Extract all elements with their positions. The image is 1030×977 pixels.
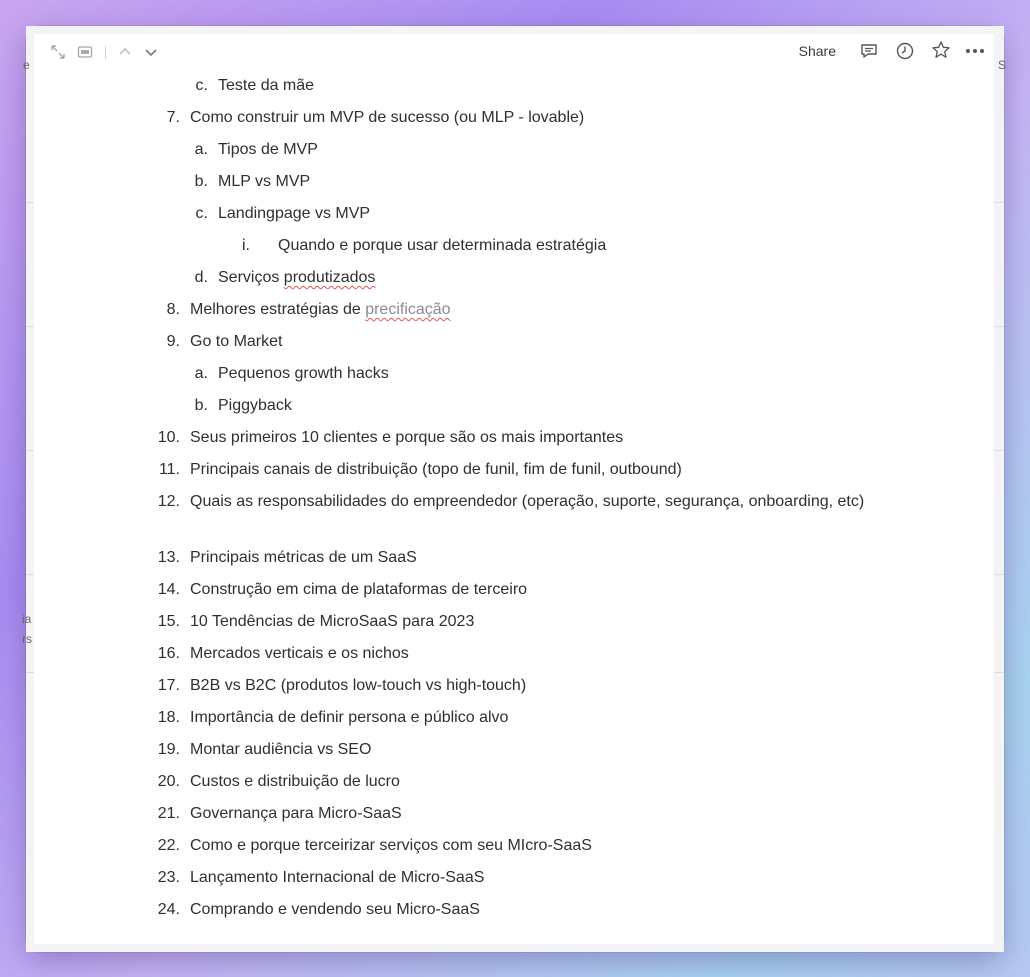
list-item-text: [190, 298, 451, 322]
toolbar-separator: [105, 46, 106, 59]
list-marker: b.: [194, 173, 208, 190]
list-item-text: Landingpage vs MVP: [218, 205, 371, 222]
list-item-text-part: Melhores estratégias de: [190, 301, 366, 318]
background-text-fragment: e: [23, 58, 30, 72]
list-item-text: 10 Tendências de MicroSaaS para 2023: [190, 613, 475, 630]
list-item-text: Mercados verticais e os nichos: [190, 645, 409, 662]
list-marker: 12.: [157, 493, 180, 510]
background-text-fragment: rs: [22, 632, 32, 646]
list-marker: 21.: [157, 805, 180, 822]
misspelled-word[interactable]: precificação: [365, 301, 451, 318]
list-item-text: MLP vs MVP: [218, 173, 311, 190]
misspelled-word[interactable]: produtizados: [283, 269, 376, 286]
more-icon[interactable]: [964, 41, 986, 63]
list-marker: 23.: [157, 869, 180, 886]
list-item-text: Principais métricas de um SaaS: [190, 549, 417, 566]
star-icon[interactable]: [931, 40, 951, 62]
list-marker: 13.: [157, 549, 180, 566]
list-item-text: Governança para Micro-SaaS: [190, 805, 402, 822]
comment-icon[interactable]: [859, 41, 879, 63]
document-window: [22, 26, 1007, 952]
chevron-up-icon[interactable]: [117, 44, 133, 63]
list-marker: b.: [194, 397, 208, 414]
sidebar-icon[interactable]: [77, 44, 93, 63]
list-item-text: Construção em cima de plataformas de terceiro: [190, 581, 528, 598]
list-item-text: Go to Market: [190, 333, 283, 350]
chevron-down-icon[interactable]: [143, 44, 159, 63]
list-marker: a.: [194, 141, 208, 158]
list-item-text: Montar audiência vs SEO: [190, 741, 372, 758]
list-item-text: Lançamento Internacional de Micro-SaaS: [190, 869, 485, 886]
list-item-text: Piggyback: [218, 397, 292, 414]
list-marker: 8.: [166, 301, 180, 318]
list-item-text-part: Serviços: [218, 269, 284, 286]
list-item-text: Comprando e vendendo seu Micro-SaaS: [190, 901, 480, 918]
expand-icon[interactable]: [50, 44, 66, 63]
list-marker: 15.: [157, 613, 180, 630]
history-icon[interactable]: [895, 41, 915, 63]
list-item-text: Principais canais de distribuição (topo de funil, fim de funil, outbound): [190, 461, 682, 478]
list-item-text: Importância de definir persona e público alvo: [190, 709, 509, 726]
list-marker: 24.: [157, 901, 180, 918]
list-marker: c.: [195, 77, 208, 94]
list-marker: 11.: [158, 461, 180, 478]
list-marker: 20.: [157, 773, 180, 790]
list-item-text: Como e porque terceirizar serviços com seu MIcro-SaaS: [190, 837, 592, 854]
background-text-fragment: ia: [22, 612, 32, 626]
background-text-fragment: S: [998, 58, 1007, 72]
toolbar: [34, 34, 994, 70]
list-item-text: Quais as responsabilidades do empreendedor (operação, suporte, segurança, onboarding, etc): [190, 493, 865, 510]
list-marker: a.: [194, 365, 208, 382]
list-marker: 7.: [166, 109, 180, 126]
document-page: [34, 34, 994, 944]
list-marker: d.: [194, 269, 208, 286]
list-marker: 22.: [157, 837, 180, 854]
list-item-text: B2B vs B2C (produtos low-touch vs high-touch): [190, 677, 527, 694]
list-item-text: Tipos de MVP: [218, 141, 318, 158]
list-marker: 14.: [157, 581, 180, 598]
list-marker: 9.: [166, 333, 180, 350]
list-item-text: Seus primeiros 10 clientes e porque são os mais importantes: [190, 429, 624, 446]
list-item-text: Como construir um MVP de sucesso (ou MLP - lovable): [190, 109, 585, 126]
list-item-text: Custos e distribuição de lucro: [190, 773, 400, 790]
list-marker: 18.: [157, 709, 180, 726]
list-item-text: [218, 266, 375, 290]
list-item-text: Teste da mãe: [218, 77, 315, 94]
share-button[interactable]: Share: [798, 43, 836, 59]
list-marker: 10.: [157, 429, 180, 446]
list-marker: 17.: [157, 677, 180, 694]
list-marker: c.: [195, 205, 208, 222]
list-item-text: Quando e porque usar determinada estratégia: [278, 237, 607, 254]
list-marker: 16.: [157, 645, 180, 662]
list-marker: i.: [242, 237, 250, 254]
list-item-text: Pequenos growth hacks: [218, 365, 389, 382]
list-marker: 19.: [157, 741, 180, 758]
